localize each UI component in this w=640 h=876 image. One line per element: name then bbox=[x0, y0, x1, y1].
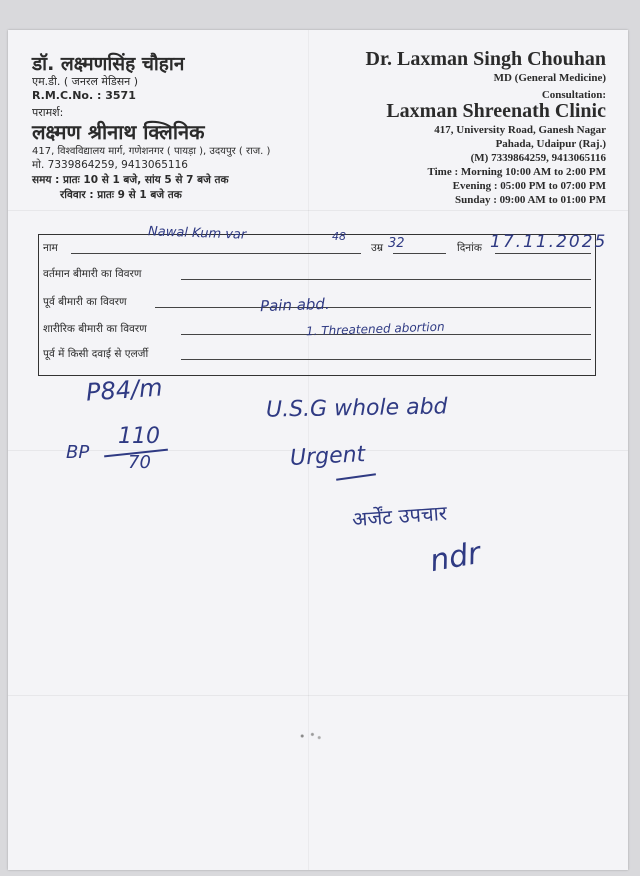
handwritten-complaint-2: 1. Threatened abortion bbox=[305, 319, 445, 339]
address-hindi: 417, विश्वविद्यालय मार्ग, गणेशनगर ( पायड़ा ), उदयपुर ( राज. ) bbox=[32, 146, 271, 157]
time-sunday: Sunday : 09:00 AM to 01:00 PM bbox=[455, 194, 606, 206]
past-illness-label: पूर्व बीमारी का विवरण bbox=[43, 296, 127, 308]
form-row-allergy bbox=[43, 343, 591, 363]
current-illness-label: वर्तमान बीमारी का विवरण bbox=[43, 268, 142, 280]
paper-fold bbox=[8, 695, 628, 696]
name-label: नाम bbox=[43, 242, 58, 254]
current-illness-line bbox=[181, 279, 591, 280]
date-line bbox=[495, 253, 591, 254]
handwritten-pulse: P84/m bbox=[85, 373, 164, 407]
handwritten-patient-name: Nawal Kum var bbox=[147, 224, 247, 243]
doctor-name-english: Dr. Laxman Singh Chouhan bbox=[365, 48, 606, 70]
handwritten-urgent: Urgent bbox=[289, 442, 366, 471]
address-line1: 417, University Road, Ganesh Nagar bbox=[434, 124, 606, 136]
degree-hindi: एम.डी. ( जनरल मेडिसन ) bbox=[32, 75, 139, 88]
time-morning: Time : Morning 10:00 AM to 2:00 PM bbox=[427, 166, 606, 178]
clinic-name-english: Laxman Shreenath Clinic bbox=[386, 100, 606, 122]
physical-illness-label: शारीरिक बीमारी का विवरण bbox=[43, 323, 147, 335]
rmc-number: R.M.C.No. : 3571 bbox=[32, 89, 136, 102]
doctor-name-hindi: डॉ. लक्ष्मणसिंह चौहान bbox=[32, 53, 185, 75]
allergy-line bbox=[181, 359, 591, 360]
handwritten-date: 17.11.2025 bbox=[490, 232, 608, 252]
past-illness-line bbox=[155, 307, 591, 308]
handwritten-bp-label: BP bbox=[66, 442, 90, 463]
paper-stain bbox=[292, 728, 326, 744]
doctor-signature: ndr bbox=[427, 535, 484, 580]
timing-weekday-hindi: समय : प्रातः 10 से 1 बजे, सांय 5 से 7 बजे तक bbox=[32, 174, 229, 186]
handwritten-bp-diastolic: 70 bbox=[128, 452, 151, 473]
degree-english: MD (General Medicine) bbox=[493, 72, 606, 84]
consultation-label-hindi: परामर्श: bbox=[32, 106, 64, 119]
address-line2: Pahada, Udaipur (Raj.) bbox=[495, 138, 606, 150]
handwritten-investigation: U.S.G whole abd bbox=[265, 394, 448, 423]
age-label: उम्र bbox=[371, 242, 384, 254]
phone-english: (M) 7339864259, 9413065116 bbox=[470, 152, 606, 164]
handwritten-bp-systolic: 110 bbox=[118, 424, 160, 449]
time-evening: Evening : 05:00 PM to 07:00 PM bbox=[452, 180, 606, 192]
handwritten-hindi-note: अर्जेंट उपचार bbox=[351, 500, 448, 532]
handwritten-age-prefix: 48 bbox=[332, 230, 346, 243]
form-row-current-illness bbox=[43, 263, 591, 283]
date-label: दिनांक bbox=[457, 242, 482, 254]
phone-hindi: मो. 7339864259, 9413065116 bbox=[32, 159, 188, 171]
handwritten-complaint-1: Pain abd. bbox=[259, 294, 330, 316]
timing-sunday-hindi: रविवार : प्रातः 9 से 1 बजे तक bbox=[60, 189, 182, 201]
age-line bbox=[393, 253, 446, 254]
handwritten-age: 32 bbox=[388, 236, 405, 251]
name-line bbox=[71, 253, 361, 254]
paper-fold bbox=[8, 210, 628, 211]
consultation-label-english: Consultation: bbox=[541, 89, 606, 101]
allergy-label: पूर्व में किसी दवाई से एलर्जी bbox=[43, 348, 149, 360]
clinic-name-hindi: लक्ष्मण श्रीनाथ क्लिनिक bbox=[32, 120, 205, 144]
